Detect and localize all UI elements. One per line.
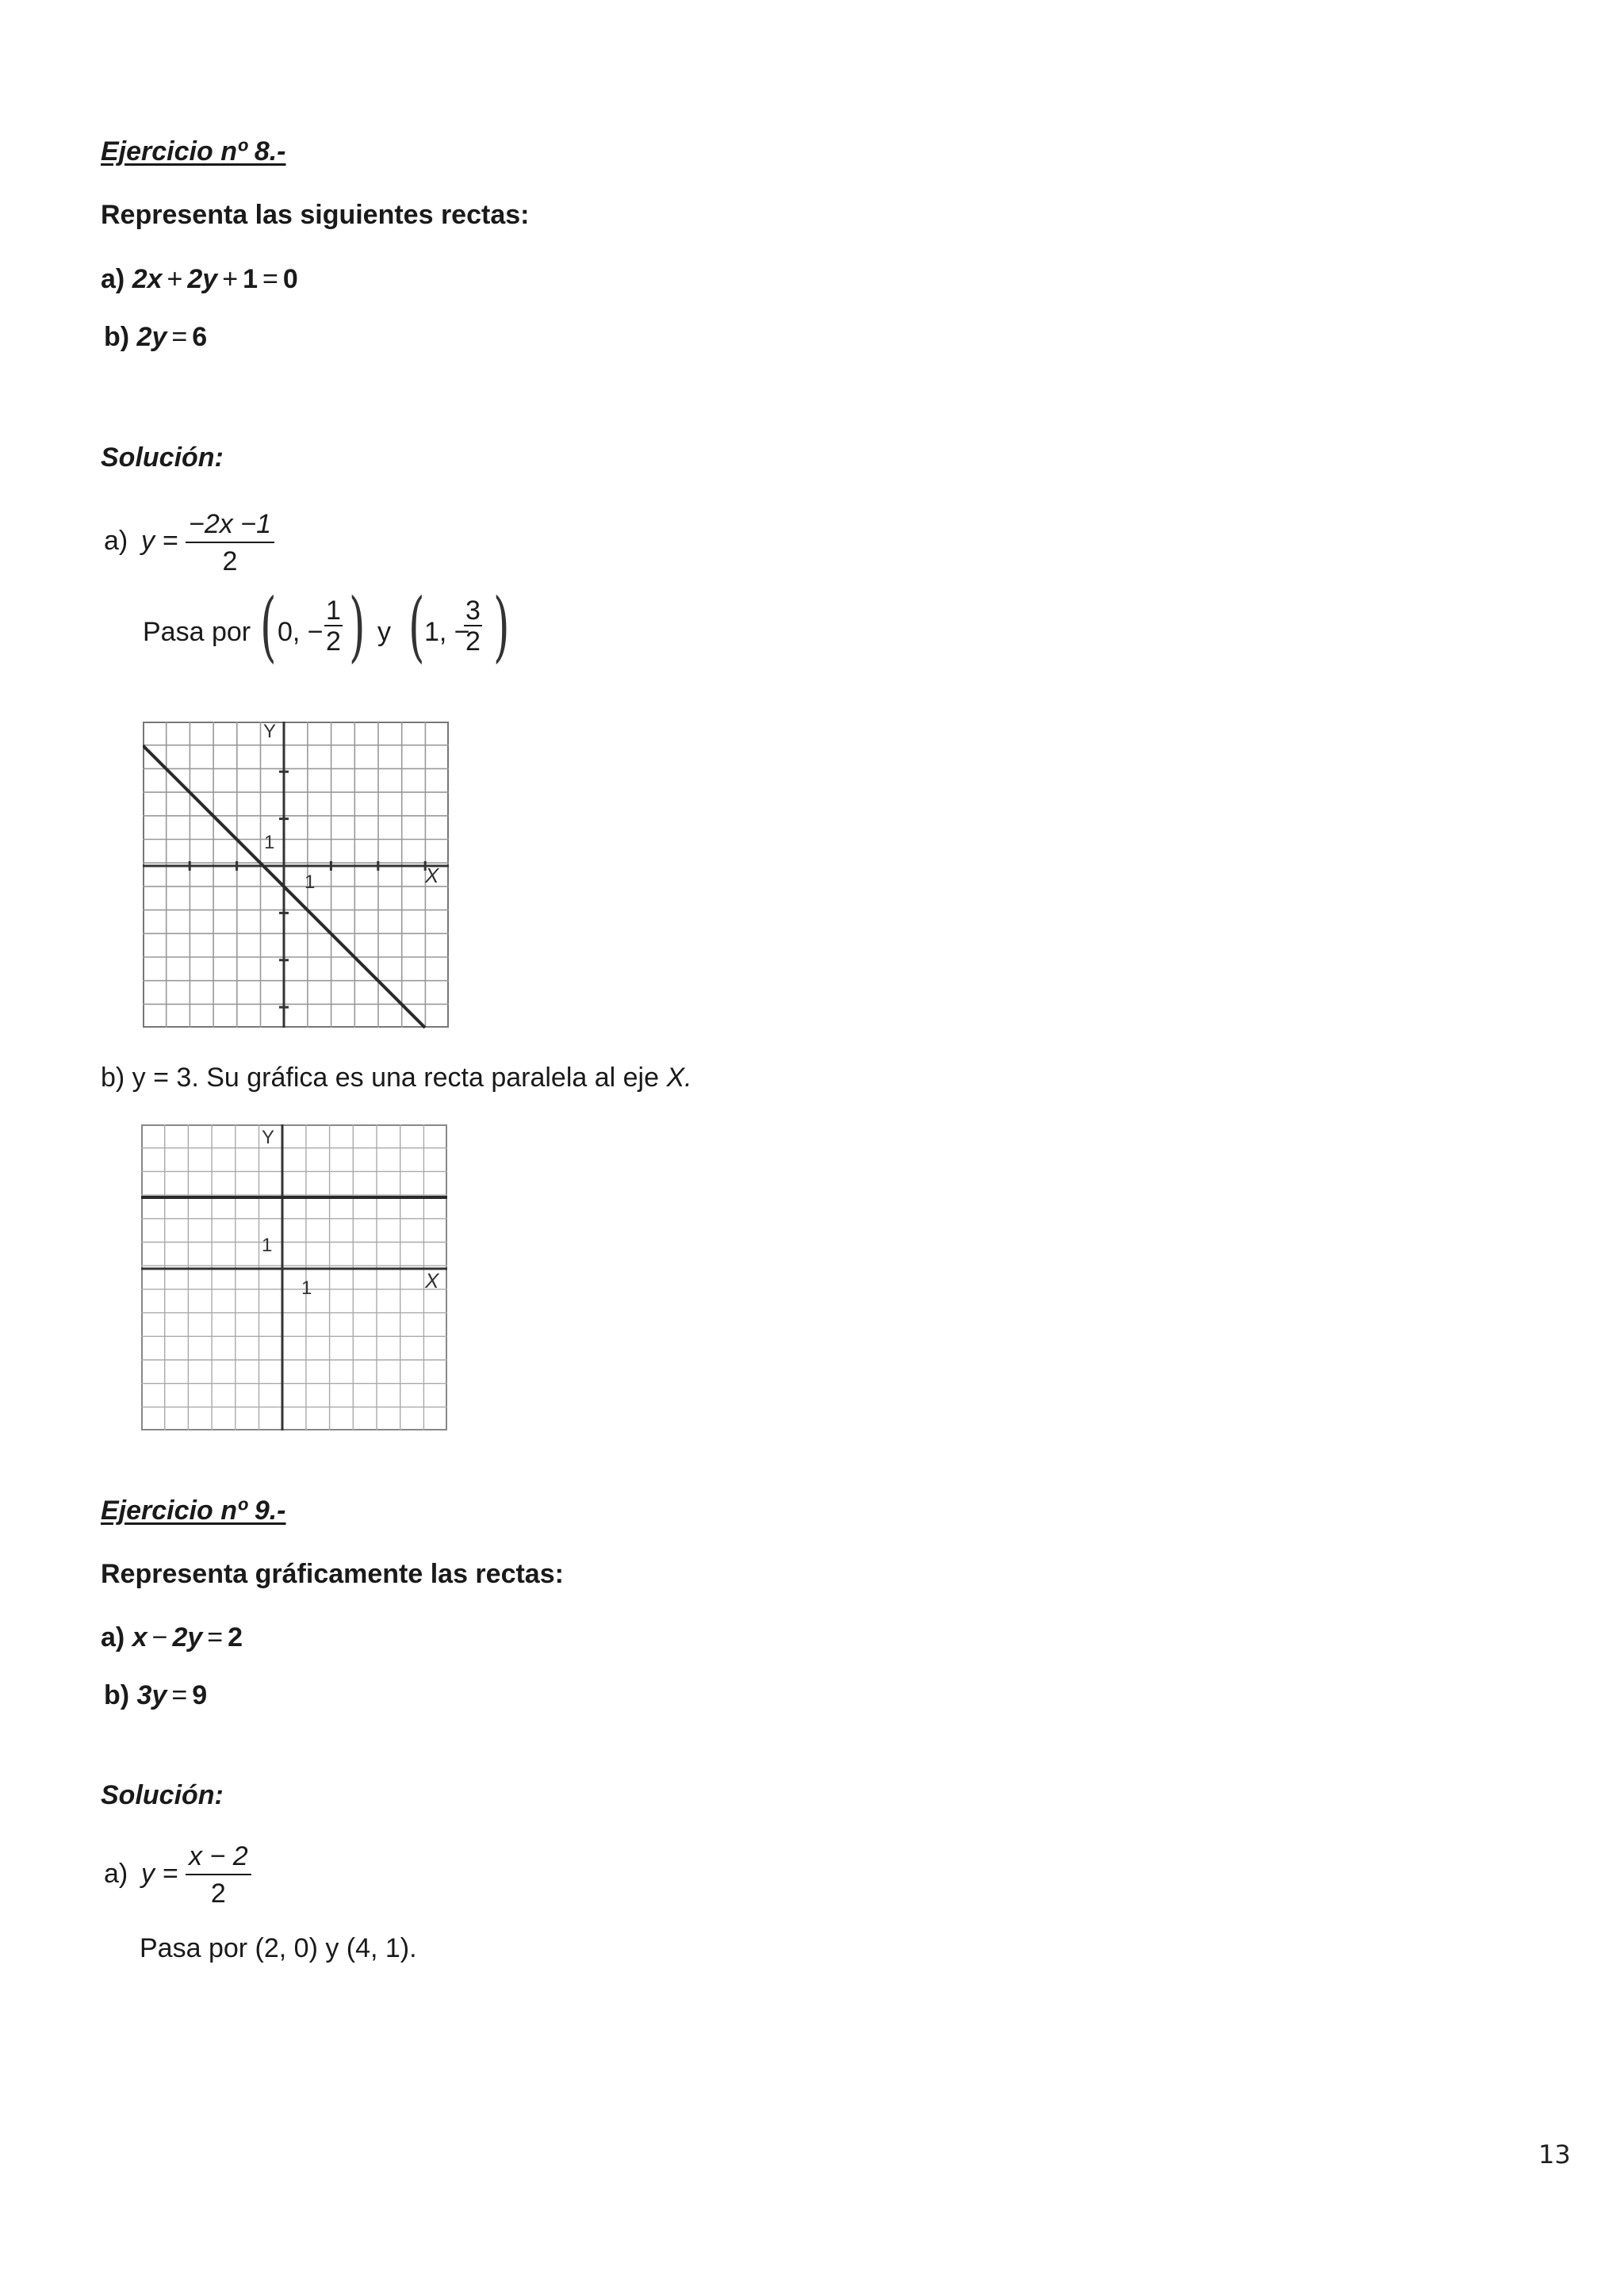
fraction-denominator: 2 (222, 546, 238, 576)
solution-b-axis: X. (666, 1063, 692, 1093)
graph-b-x-unit-label: 1 (301, 1277, 312, 1299)
equation-operator: − (151, 1622, 168, 1653)
graph-a-y-unit-label: 1 (264, 832, 275, 853)
fraction-numerator: 1 (326, 596, 341, 626)
point-1-x: 0, − (278, 617, 324, 647)
solution-b-sentence: b) y = 3. Su gráfica es una recta paralela al eje (101, 1063, 660, 1093)
equation-term: 2x (132, 264, 163, 294)
graph-a-y-label: Y (263, 722, 277, 742)
solution-9a-fraction (186, 1841, 251, 1909)
equation-operator: + (167, 264, 183, 294)
equation-operator: = (171, 1680, 188, 1710)
fraction-numerator: 3 (465, 596, 481, 626)
close-paren: ) (349, 582, 366, 671)
open-paren: ( (408, 582, 425, 671)
exercise-9-item-b (104, 1680, 207, 1711)
solution-9a-points: Pasa por (2, 0) y (4, 1). (140, 1933, 417, 1963)
equation-term: 1 (243, 264, 258, 294)
exercise-8-item-b (104, 322, 207, 353)
point-1-fraction (324, 596, 343, 657)
item-a-label: a) (101, 1622, 125, 1653)
solution-a-lhs: y = (141, 526, 178, 556)
fraction-denominator: 2 (465, 626, 481, 657)
exercise-9-heading: Ejercicio nº 9.- (101, 1496, 286, 1526)
fraction-numerator: x − 2 (186, 1841, 251, 1875)
open-paren: ( (260, 582, 277, 671)
equation-term: 2y (172, 1622, 203, 1653)
point-2-x: 1, − (424, 617, 470, 647)
fraction-numerator: −2x −1 (186, 509, 274, 543)
equation-operator: = (262, 264, 278, 294)
solution-a-label: a) (104, 526, 128, 556)
exercise-8-heading: Ejercicio nº 8.- (101, 136, 286, 167)
exercise-8-item-a (101, 264, 298, 295)
fraction-denominator: 2 (210, 1878, 226, 1909)
equation-term: 2 (228, 1622, 243, 1653)
solution-b-text (101, 1063, 692, 1093)
graph-a-x-label: X (425, 864, 439, 887)
graph-b-y-label: Y (262, 1127, 275, 1148)
graph-b-x-label: X (425, 1269, 439, 1293)
page-number: 13 (1538, 2139, 1571, 2170)
graph-a-x-unit-label: 1 (304, 871, 316, 893)
solution-9a-label: a) (104, 1859, 128, 1889)
point-2-fraction (464, 596, 482, 657)
y-conjunction: y (377, 617, 391, 647)
graph-a (143, 722, 452, 1031)
item-b-label: b) (104, 1680, 130, 1710)
exercise-8-prompt: Representa las siguientes rectas: (101, 200, 530, 230)
solution-9a-lhs: y = (141, 1859, 178, 1889)
item-b-label: b) (104, 322, 130, 352)
equation-operator: = (171, 322, 188, 352)
fraction-denominator: 2 (326, 626, 341, 657)
equation-term: x (132, 1622, 147, 1653)
equation-term: 6 (192, 322, 208, 352)
pasa-por-label: Pasa por (143, 617, 251, 647)
close-paren: ) (493, 582, 510, 671)
equation-term: 2y (136, 322, 167, 352)
item-a-label: a) (101, 264, 125, 294)
exercise-8-solution-heading: Solución: (101, 442, 224, 473)
equation-term: 9 (192, 1680, 208, 1710)
equation-operator: + (222, 264, 239, 294)
equation-term: 3y (136, 1680, 167, 1710)
equation-term: 0 (282, 264, 298, 294)
exercise-9-item-a (101, 1622, 243, 1653)
graph-b (141, 1124, 450, 1434)
exercise-9-prompt: Representa gráficamente las rectas: (101, 1559, 564, 1589)
equation-operator: = (207, 1622, 224, 1653)
equation-term: 2y (187, 264, 218, 294)
graph-b-y-unit-label: 1 (262, 1235, 273, 1256)
solution-a-fraction (186, 509, 274, 577)
exercise-9-solution-heading: Solución: (101, 1780, 224, 1810)
